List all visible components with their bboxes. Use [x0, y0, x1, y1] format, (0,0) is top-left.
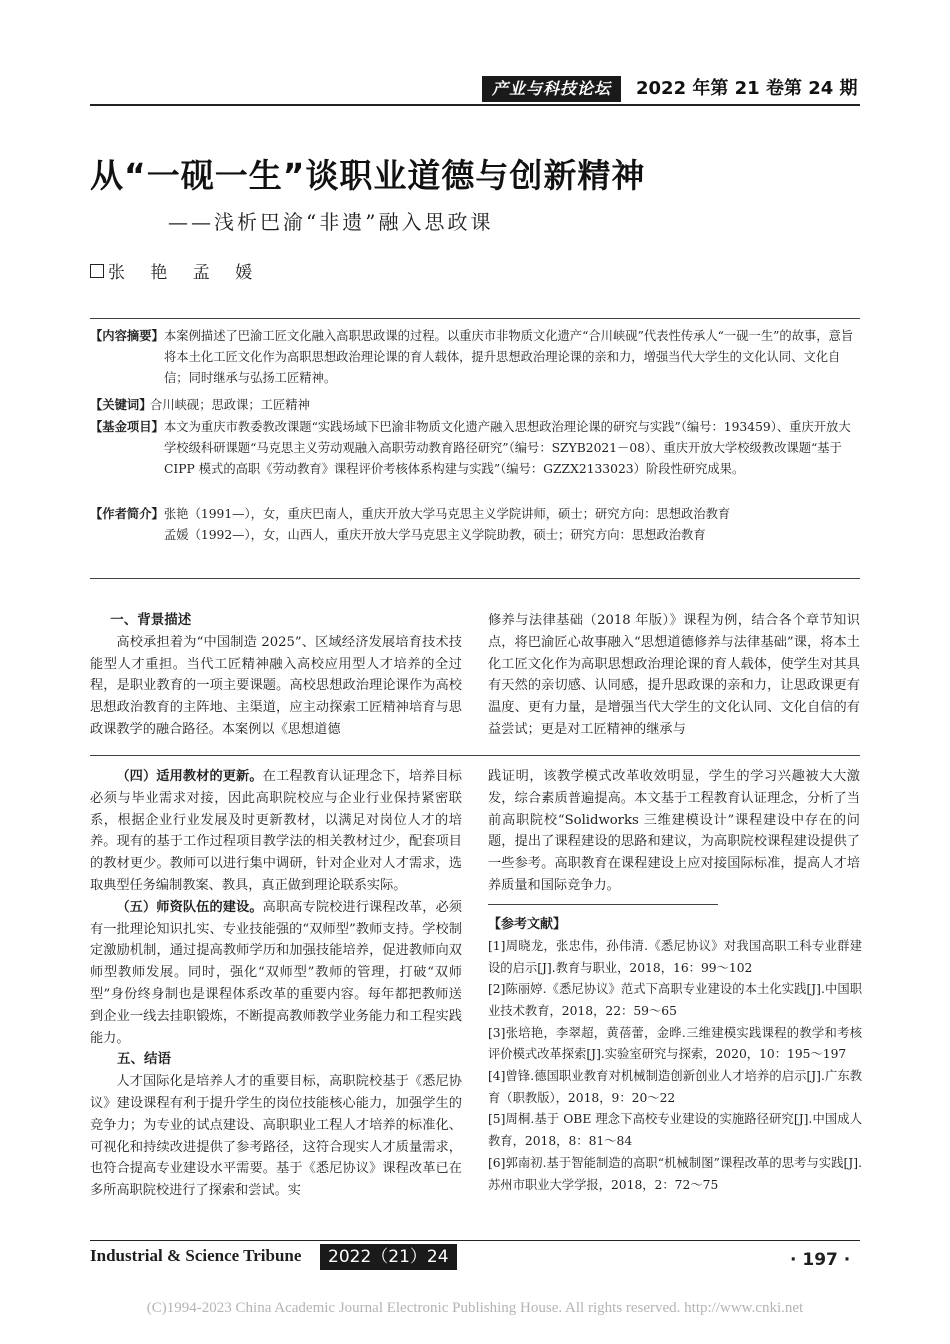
- meta-top-rule: [90, 318, 860, 319]
- section-heading-background: 一、背景描述: [110, 612, 192, 628]
- paragraph-heading: （五）师资队伍的建设。: [116, 899, 263, 915]
- keywords-label: 【关键词】: [90, 398, 152, 412]
- reference-item: [5]周桐.基于 OBE 理念下高校专业建设的实施路径研究[J].中国成人教育，2018，8：81～84: [488, 1112, 862, 1149]
- page-number: · 197 ·: [790, 1250, 851, 1270]
- references-rule: [488, 904, 718, 905]
- footer-rule: [90, 1240, 860, 1241]
- author-box-icon: [90, 264, 104, 278]
- abstract-block: [90, 326, 862, 389]
- footer-issue: 2022（21）24: [320, 1244, 457, 1270]
- keywords-text: 合川峡砚；思政课；工匠精神: [150, 398, 310, 412]
- copyright-notice: (C)1994-2023 China Academic Journal Electronic Publishing House. All rights reserved. http://www.cnki.net: [146, 1300, 804, 1316]
- abstract-label: 【内容摘要】: [90, 329, 164, 343]
- body-paragraph: 修养与法律基础（2018 年版）》课程为例，结合各个章节知识点，将巴渝匠心故事融入“思想道德修养与法律基础”课，将本土化工匠文化作为高职思想政治理论课的育人载体，使学生对其具有天然的亲切感、认同感，提升思政课的亲和力，让思政课更有温度、更有力量，是增强当代大学生的文化认同、文化自信的有益尝试；更是对工匠精神的继承与: [488, 613, 860, 737]
- article-title: 从“一砚一生”谈职业道德与创新精神: [90, 156, 646, 195]
- upper-left-column: [90, 610, 462, 741]
- body-paragraph: 高校承担着为“中国制造 2025”、区域经济发展培育技术技能型人才重担。当代工匠精神融入高校应用型人才培养的全过程，是职业教育的一项主要课题。高校思想政治理论课作为高校思想政治教育的主阵地、主渠道，应主动探索工匠精神培育与思政课教学的融合路径。本案例以《思想道德: [90, 634, 462, 737]
- footer-journal-name: Industrial & Science Tribune: [90, 1246, 302, 1265]
- body-paragraph: 人才国际化是培养人才的重要目标，高职院校基于《悉尼协议》建设课程有利于提升学生的岗位技能核心能力，加强学生的竞争力；为专业的试点建设、高职职业工程人才培养的标准化、可视化和持续改进提供了参考路径，这符合现实人才质量需求，也符合提高专业建设水平需要。基于《悉尼协议》课程改革已在多所高职院校进行了探索和尝试。实: [90, 1074, 462, 1199]
- paragraph-textbook-update: [90, 766, 462, 897]
- issue-label: 2022 年第 21 卷第 24 期: [636, 78, 858, 99]
- meta-bottom-rule: [90, 578, 860, 579]
- paragraph-text: 高职高专院校进行课程改革，必须有一批理论知识扎实、专业技能强的“双师型”教师支持。学校制定激励机制，通过提高教师学历和加强技能培养，促进教师向双师型教师发展。同时，强化“双师型”教师的管理，打破“双师型”身份终身制也是课程体系改革的重要内容。每年都把教师送到企业一线去挂职锻炼，不断提高教师教学业务能力和工程实践能力。: [90, 899, 462, 1046]
- body-paragraph: 践证明，该教学模式改革收效明显，学生的学习兴趣被大大激发，综合素质普遍提高。本文基于工程教育认证理念，分析了当前高职院校“Solidworks 三维建模设计”课程建设中存在的问题，提出了课程建设的思路和建议，为高职院校课程建设提供了一些参考。高职教育在课程建设上应对接国际标准，提高人才培养质量和国际竞争力。: [488, 769, 860, 893]
- paragraph-text: 在工程教育认证理念下，培养目标必须与毕业需求对接，因此高职院校应与企业行业保持紧密联系，根据企业行业发展及时更新教材，以满足对岗位人才的培养。现有的基于工作过程项目教学法的相关教材过少，配套项目的教材更少。教师可以进行集中调研，针对企业对人才需求，选取典型任务编制教案、教具，真正做到理论联系实际。: [90, 769, 462, 893]
- reference-item: [2]陈丽婷.《悉尼协议》范式下高职专业建设的本土化实践[J].中国职业技术教育，2018，22：59～65: [488, 982, 862, 1018]
- reference-item: [4]曾锋.德国职业教育对机械制造创新创业人才培养的启示[J].广东教育（职教版），2018，9：20～22: [488, 1069, 862, 1105]
- reference-item: [3]张培艳，李翠超，黄蓓蕾，金晔.三维建模实践课程的教学和考核评价模式改革探索[J].实验室研究与探索，2020，10：195～197: [488, 1025, 862, 1062]
- reference-item: [6]郭南初.基于智能制造的高职“机械制图”课程改革的思考与实践[J].苏州市职业大学学报，2018，2：72～75: [488, 1155, 862, 1192]
- section-heading-conclusion: 五、结语: [117, 1051, 171, 1068]
- paragraph-teacher-team: [90, 897, 462, 1050]
- references-block: [488, 914, 862, 1196]
- upper-right-column: [488, 610, 860, 741]
- paragraph-heading: （四）适用教材的更新。: [116, 769, 263, 784]
- author-info-2: 孟媛（1992—），女，山西人，重庆开放大学马克思主义学院助教，硕士；研究方向：思想政治教育: [164, 528, 706, 542]
- author-info-block: [90, 504, 862, 546]
- fund-block: [90, 417, 862, 480]
- article-subtitle: ——浅析巴渝“非遗”融入思政课: [168, 210, 494, 234]
- keywords-block: [90, 395, 862, 416]
- journal-column-tag: 产业与科技论坛: [482, 76, 621, 102]
- lower-left-column: [90, 766, 462, 1202]
- abstract-text: 本案例描述了巴渝工匠文化融入高职思政课的过程。以重庆市非物质文化遗产“合川峡砚”代表性传承人“一砚一生”的故事，意旨将本土化工匠文化作为高职思想政治理论课的育人载体，提升思想政治理论课的亲和力，增强当代大学生的文化认同、文化自信；同时继承与弘扬工匠精神。: [164, 329, 854, 385]
- article-authors: 张 艳 孟 媛: [108, 263, 263, 283]
- fund-text: 本文为重庆市教委教改课题“实践场域下巴渝非物质文化遗产融入思想政治理论课的研究与实践”（编号：193459）、重庆开放大学校级科研课题“马克思主义劳动观融入高职劳动教育路径研究”（编号：SZYB2021－08）、重庆开放大学校级教改课题“基于 CIPP 模式的高职《劳动教育》课程评价考核体系构建与实践”（编号：GZZX2133023）阶段性研究成果。: [164, 420, 851, 476]
- references-title: 【参考文献】: [488, 917, 567, 932]
- author-info-label: 【作者简介】: [90, 507, 164, 521]
- lower-right-column: [488, 766, 860, 897]
- header-rule: [90, 104, 860, 106]
- fund-label: 【基金项目】: [90, 420, 164, 434]
- column-break-rule: [90, 755, 860, 756]
- author-info-1: 张艳（1991—），女，重庆巴南人，重庆开放大学马克思主义学院讲师，硕士；研究方向：思想政治教育: [164, 507, 731, 521]
- reference-item: [1]周晓龙，张忠伟，孙伟清.《悉尼协议》对我国高职工科专业群建设的启示[J].教育与职业，2018，16：99～102: [488, 938, 862, 975]
